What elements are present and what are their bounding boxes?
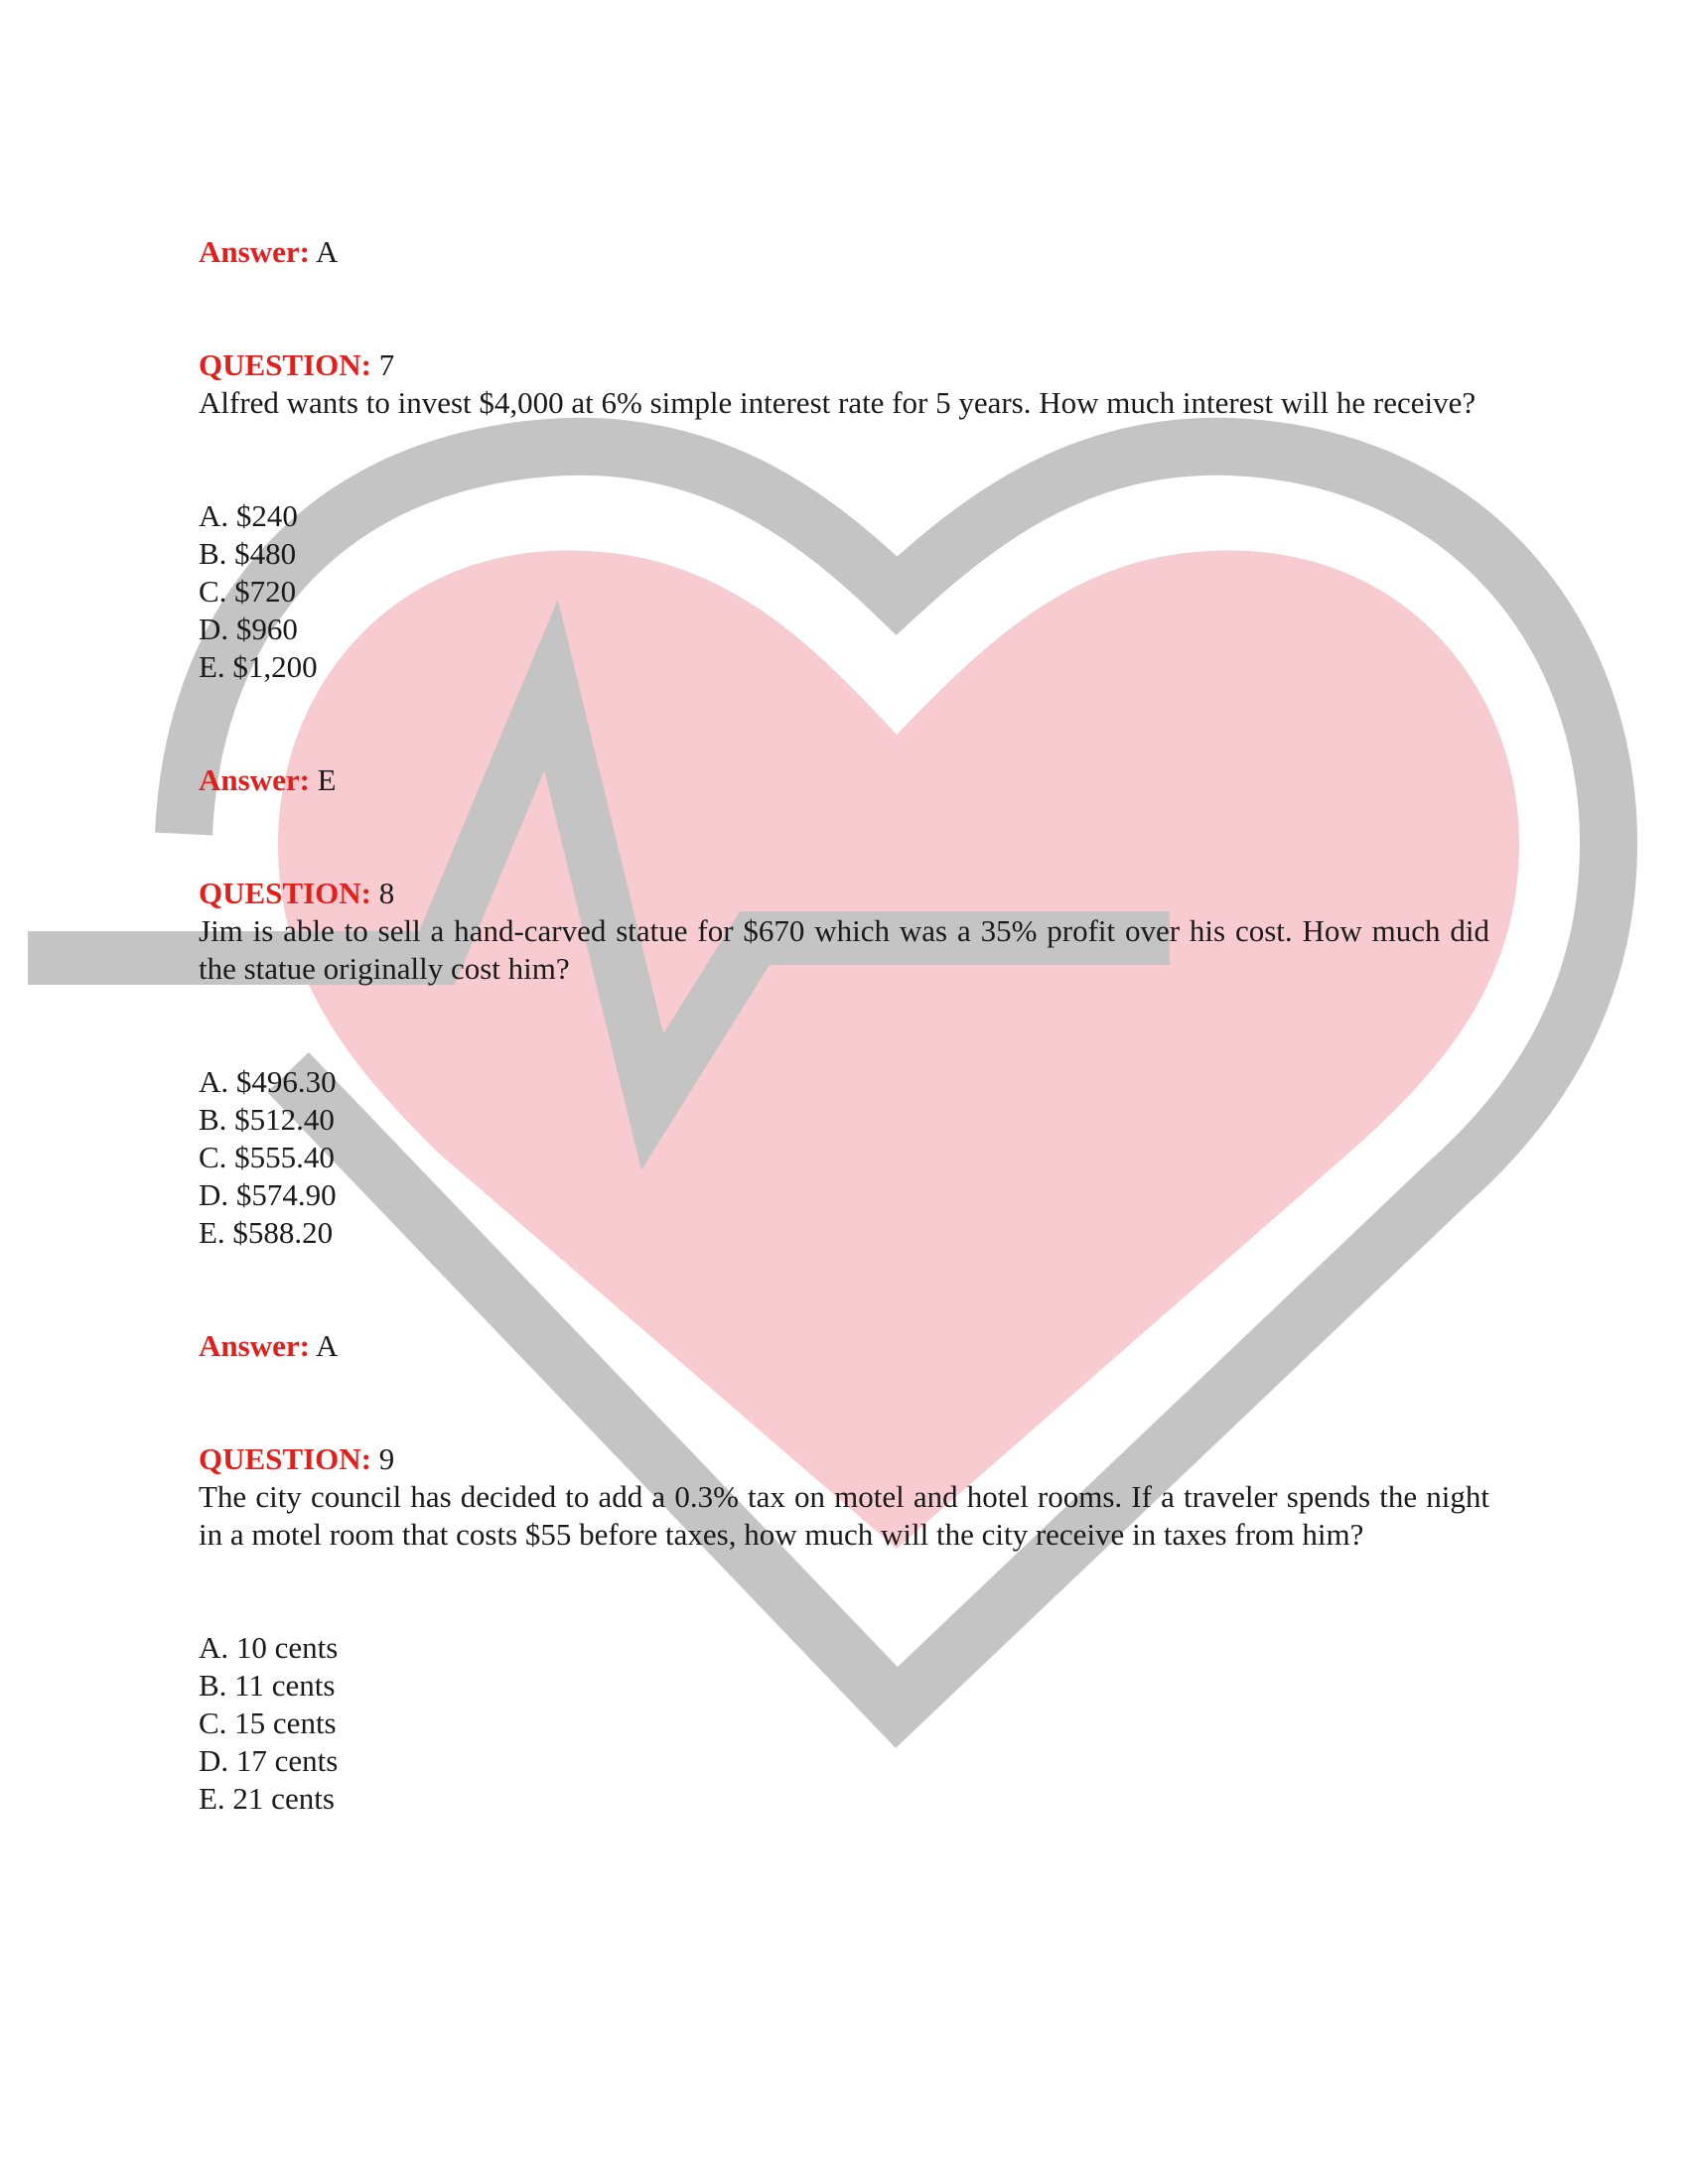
option-item: C. $555.40	[199, 1140, 335, 1174]
answer-value: E	[317, 762, 337, 797]
option-item: B. $512.40	[199, 1102, 335, 1137]
question-label: QUESTION:	[199, 347, 371, 382]
option-item: A. 10 cents	[199, 1630, 339, 1665]
question-text: The city council has decided to add a 0.3% tax on motel and hotel rooms. If a traveler spends the night in a motel room that costs $55 before taxes, how much will the city receive in taxes from him?	[199, 1479, 1489, 1552]
option-item: B. $480	[199, 536, 297, 571]
answer-label: Answer:	[199, 1328, 310, 1363]
option-item: A. $240	[199, 498, 298, 533]
option-item: D. 17 cents	[199, 1743, 339, 1778]
answer-label: Answer:	[199, 762, 310, 797]
question-text: Alfred wants to invest $4,000 at 6% simple interest rate for 5 years. How much interest will he receive?	[199, 385, 1477, 420]
document-page	[199, 233, 1489, 1818]
option-item: E. $1,200	[199, 649, 318, 684]
question-number: 8	[378, 876, 395, 910]
answer-line	[199, 761, 1489, 799]
answer-line	[199, 233, 1489, 271]
options-list	[199, 497, 1489, 686]
answer-value: A	[315, 1328, 339, 1363]
answer-line	[199, 1327, 1489, 1365]
answer-label: Answer:	[199, 234, 310, 269]
option-item: B. 11 cents	[199, 1668, 336, 1703]
option-item: A. $496.30	[199, 1064, 337, 1099]
options-list	[199, 1629, 1489, 1818]
option-item: E. $588.20	[199, 1215, 334, 1250]
question-text: Jim is able to sell a hand-carved statue for $670 which was a 35% profit over his cost. How much did the statue originally cost him?	[199, 913, 1489, 986]
option-item: C. 15 cents	[199, 1706, 337, 1740]
question-label: QUESTION:	[199, 876, 371, 910]
options-list	[199, 1063, 1489, 1252]
question-heading	[199, 346, 1489, 384]
option-item: D. $960	[199, 612, 298, 646]
option-item: C. $720	[199, 574, 297, 609]
question-number: 7	[378, 347, 395, 382]
option-item: D. $574.90	[199, 1177, 337, 1212]
answer-value: A	[315, 234, 339, 269]
question-number: 9	[378, 1441, 395, 1476]
question-heading	[199, 1440, 1489, 1478]
question-label: QUESTION:	[199, 1441, 371, 1476]
option-item: E. 21 cents	[199, 1781, 335, 1816]
question-heading	[199, 875, 1489, 912]
